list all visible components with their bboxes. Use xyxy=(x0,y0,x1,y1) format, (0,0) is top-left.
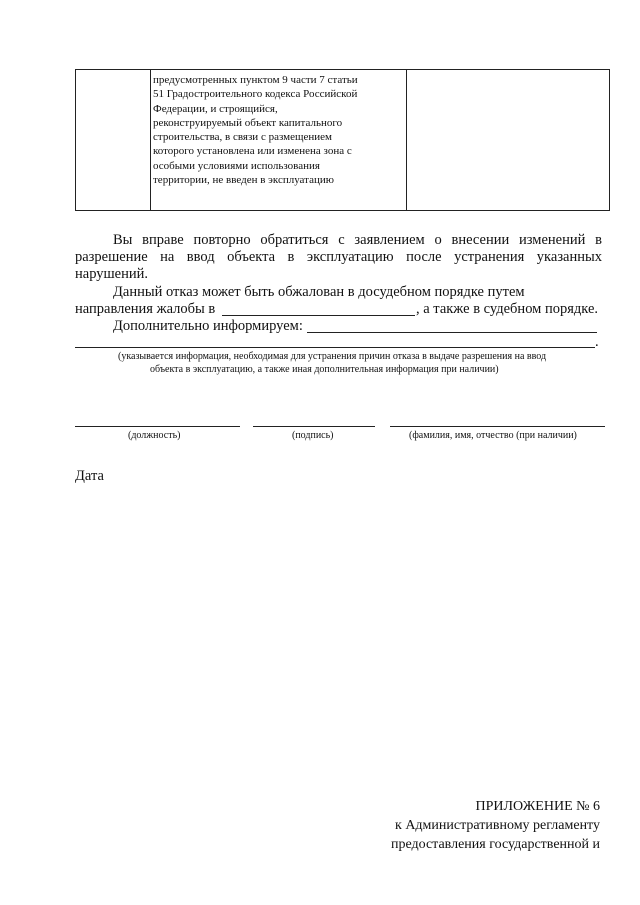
cell-line: Федерации, и строящийся, xyxy=(153,102,278,115)
full-name-label: (фамилия, имя, отчество (при наличии) xyxy=(409,430,577,441)
additional-info-blank-2 xyxy=(75,347,595,348)
cell-line: реконструируемый объект капитального xyxy=(153,116,343,129)
appendix-line2: предоставления государственной и xyxy=(390,837,600,852)
appendix-title: ПРИЛОЖЕНИЕ № 6 xyxy=(475,799,600,814)
cell-line: территории, не введен в эксплуатацию xyxy=(153,174,334,187)
full-name-blank xyxy=(390,426,605,427)
additional-info-label: Дополнительно информируем: xyxy=(113,318,303,334)
cell-line: особыми условиями использования xyxy=(153,159,320,172)
appeal-paragraph-line2-start: направления жалобы в xyxy=(75,301,216,317)
date-label: Дата xyxy=(75,468,104,484)
appeal-paragraph-line1: Данный отказ может быть обжалован в досудебном порядке путем xyxy=(113,284,525,300)
additional-info-hint-line2: объекта в эксплуатацию, а также иная дополнительная информация при наличии) xyxy=(150,364,499,375)
cell-line: 51 Градостроительного кодекса Российской xyxy=(153,88,358,101)
position-blank xyxy=(75,426,240,427)
signature-label: (подпись) xyxy=(292,430,334,441)
appendix-line1: к Административному регламенту xyxy=(395,818,600,833)
table-cell-reason xyxy=(153,73,403,187)
table-column-divider-2 xyxy=(406,70,407,210)
table-column-divider-1 xyxy=(150,70,151,210)
additional-info-blank-1 xyxy=(307,332,597,333)
appeal-paragraph-line2-end: , а также в судебном порядке. xyxy=(416,301,599,317)
additional-info-hint-line1: (указывается информация, необходимая для устранения причин отказа в выдаче разрешения на ввод xyxy=(118,351,547,362)
appeal-authority-blank xyxy=(222,315,415,316)
cell-line: предусмотренных пунктом 9 части 7 статьи xyxy=(153,74,358,86)
cell-line: строительства, в связи с размещением xyxy=(153,131,332,144)
reapply-paragraph: Вы вправе повторно обратиться с заявлением о внесении изменений в разрешение на ввод объекта в эксплуатацию после устранения указанных нарушений. xyxy=(75,232,602,282)
cell-line: которого установлена или изменена зона с xyxy=(153,145,352,158)
position-label: (должность) xyxy=(128,430,181,441)
signature-blank xyxy=(253,426,375,427)
additional-info-period: . xyxy=(595,334,599,350)
